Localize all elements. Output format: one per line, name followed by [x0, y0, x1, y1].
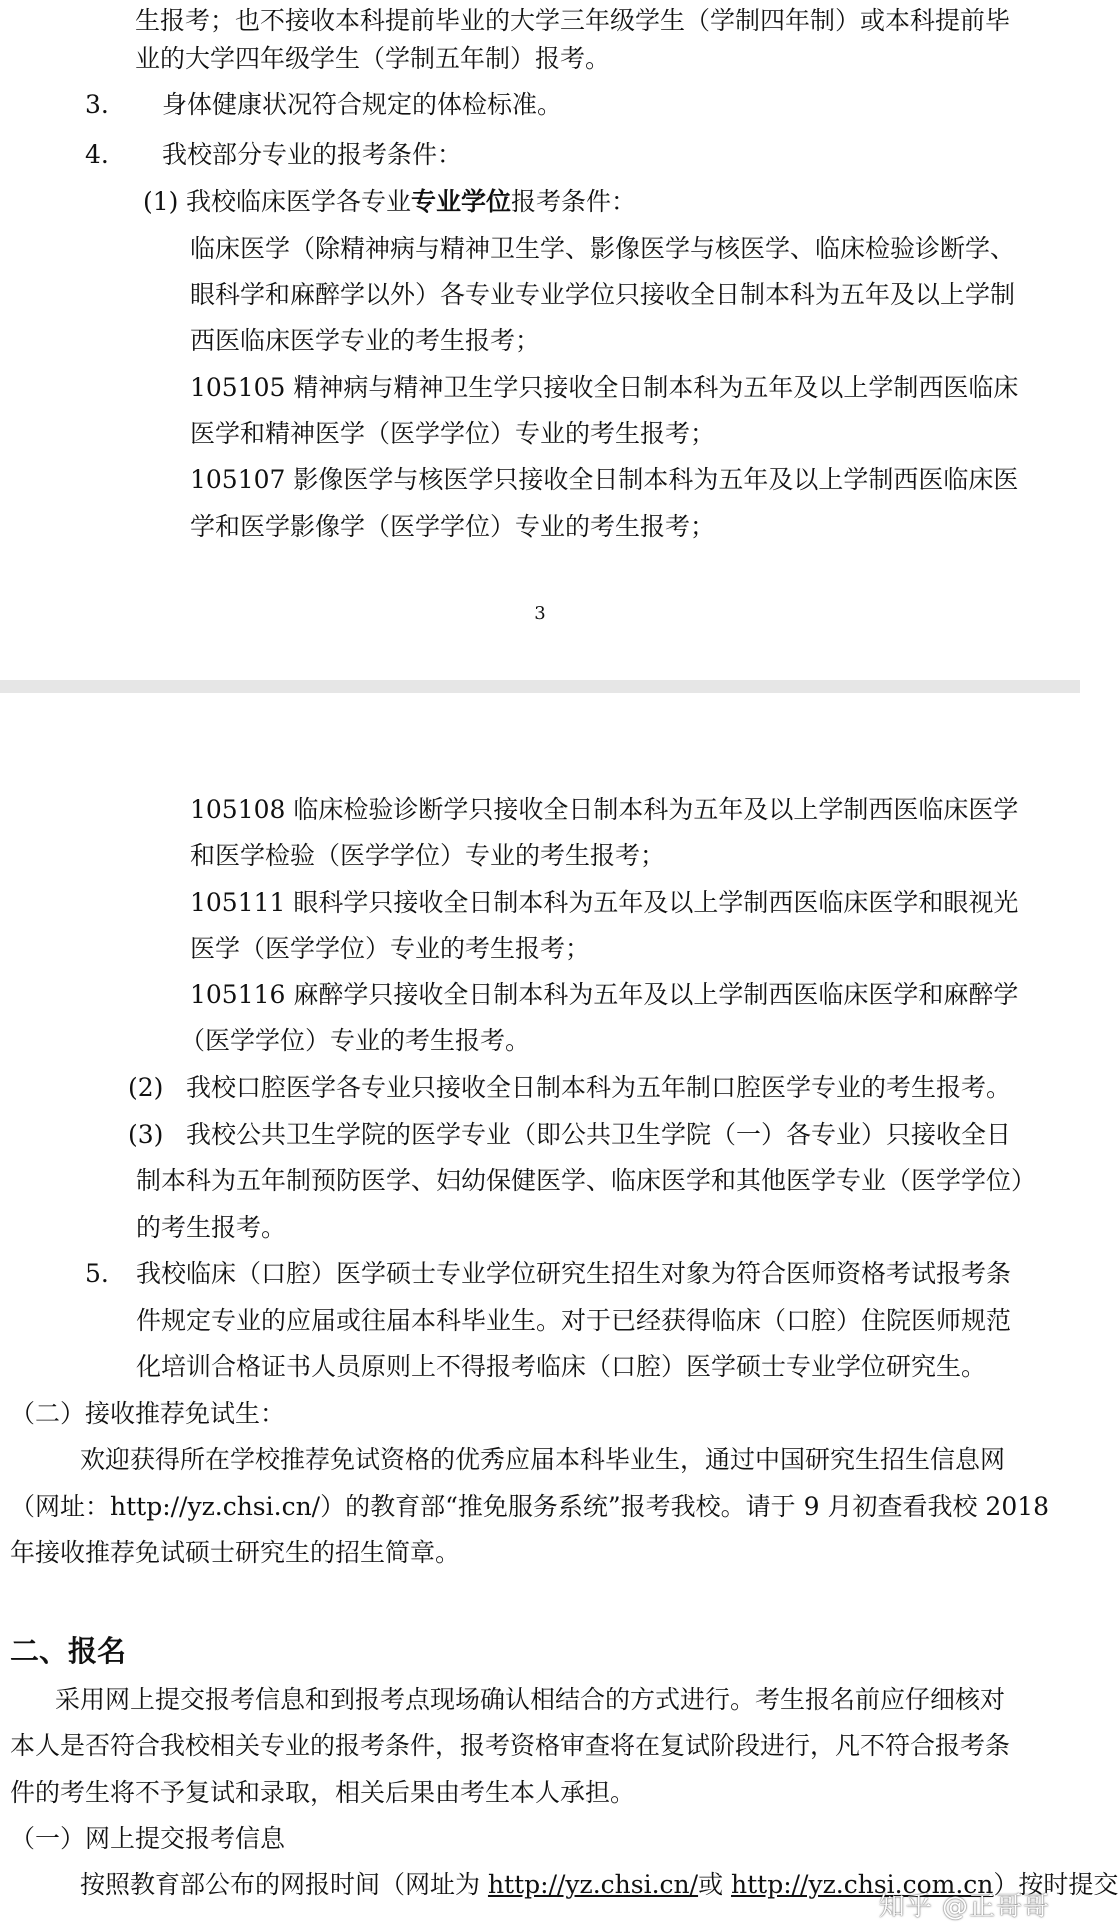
- text-span: 报考条件：: [511, 187, 637, 216]
- chsi-link[interactable]: http://yz.chsi.cn/: [487, 1870, 699, 1899]
- text-line: 眼科学和麻醉学以外）各专业专业学位只接收全日制本科为五年及以上学制: [190, 280, 1016, 309]
- text-line: 采用网上提交报考信息和到报考点现场确认相结合的方式进行。考生报名前应仔细核对: [55, 1685, 1006, 1714]
- text-line: 件的考生将不予复试和录取，相关后果由考生本人承担。: [10, 1778, 636, 1807]
- list-item-text: 身体健康状况符合规定的体检标准。: [162, 90, 563, 119]
- text-line: 欢迎获得所在学校推荐免试资格的优秀应届本科毕业生，通过中国研究生招生信息网: [80, 1445, 1006, 1474]
- text-line: 医学和精神医学（医学学位）专业的考生报考；: [190, 419, 716, 448]
- text-line: 化培训合格证书人员原则上不得报考临床（口腔）医学硕士专业学位研究生。: [136, 1352, 987, 1381]
- text-span: 按照教育部公布的网报时间（网址为: [80, 1870, 488, 1899]
- text-line: 我校临床（口腔）医学硕士专业学位研究生招生对象为符合医师资格考试报考条: [136, 1259, 1012, 1288]
- section-subheading: （二）接收推荐免试生：: [10, 1399, 286, 1428]
- text-line: 105111 眼科学只接收全日制本科为五年及以上学制西医临床医学和眼视光: [190, 888, 1019, 917]
- list-item-text: 我校部分专业的报考条件：: [162, 140, 463, 169]
- text-line: 西医临床医学专业的考生报考；: [190, 326, 541, 355]
- list-number: 5.: [85, 1259, 109, 1288]
- text-line: 我校公共卫生学院的医学专业（即公共卫生学院（一）各专业）只接收全日: [186, 1120, 1012, 1149]
- text-line: 105105 精神病与精神卫生学只接收全日制本科为五年及以上学制西医临床: [190, 373, 1019, 402]
- sub-item-text: 我校口腔医学各专业只接收全日制本科为五年制口腔医学专业的考生报考。: [186, 1073, 1012, 1102]
- text-line: 医学（医学学位）专业的考生报考；: [190, 934, 591, 963]
- page-number: 3: [534, 603, 546, 624]
- sub-item-number: (1): [143, 187, 179, 216]
- list-number: 3.: [85, 90, 109, 119]
- sub-item-text: [186, 185, 636, 219]
- sub-item-number: (2): [128, 1073, 164, 1102]
- text-line: 105116 麻醉学只接收全日制本科为五年及以上学制西医临床医学和麻醉学: [190, 980, 1019, 1009]
- document-page-3: [0, 0, 1080, 680]
- text-span: ）按时提交: [993, 1870, 1118, 1899]
- text-line: 105108 临床检验诊断学只接收全日制本科为五年及以上学制西医临床医学: [190, 795, 1019, 824]
- sub-item-number: (3): [128, 1120, 164, 1149]
- text-line: 本人是否符合我校相关专业的报考条件，报考资格审查将在复试阶段进行，凡不符合报考条: [10, 1731, 1011, 1760]
- text-span: 或: [698, 1870, 732, 1899]
- zhihu-watermark: 知乎 @正哥哥: [878, 1892, 1050, 1922]
- text-line: 生报考；也不接收本科提前毕业的大学三年级学生（学制四年制）或本科提前毕: [135, 6, 1011, 35]
- text-line: 和医学检验（医学学位）专业的考生报考；: [190, 841, 666, 870]
- text-line: 临床医学（除精神病与精神卫生学、影像医学与核医学、临床检验诊断学、: [190, 234, 1016, 263]
- section-heading: 二、报名: [10, 1634, 127, 1668]
- text-line: 学和医学影像学（医学学位）专业的考生报考；: [190, 512, 716, 541]
- chsi-com-link[interactable]: http://yz.chsi.com.cn: [731, 1870, 994, 1899]
- text-line: 的考生报考。: [136, 1213, 287, 1242]
- section-subheading: （一）网上提交报考信息: [10, 1824, 286, 1853]
- bold-text-span: 专业学位: [411, 187, 512, 216]
- text-line: （医学学位）专业的考生报考。: [180, 1026, 531, 1055]
- text-line: （网址：http://yz.chsi.cn/）的教育部“推免服务系统”报考我校。请于 9 月初查看我校 2018: [10, 1492, 1050, 1521]
- document-page-4: [0, 693, 1118, 1920]
- text-line: 105107 影像医学与核医学只接收全日制本科为五年及以上学制西医临床医: [190, 465, 1019, 494]
- list-number: 4.: [85, 140, 109, 169]
- text-line: 件规定专业的应届或往届本科毕业生。对于已经获得临床（口腔）住院医师规范: [136, 1306, 1012, 1335]
- text-line: 年接收推荐免试硕士研究生的招生简章。: [10, 1538, 461, 1567]
- page-divider: [0, 680, 1080, 693]
- text-line: 制本科为五年制预防医学、妇幼保健医学、临床医学和其他医学专业（医学学位）: [136, 1166, 1037, 1195]
- text-span: 我校临床医学各专业: [186, 187, 412, 216]
- text-line: 业的大学四年级学生（学制五年制）报考。: [135, 44, 611, 73]
